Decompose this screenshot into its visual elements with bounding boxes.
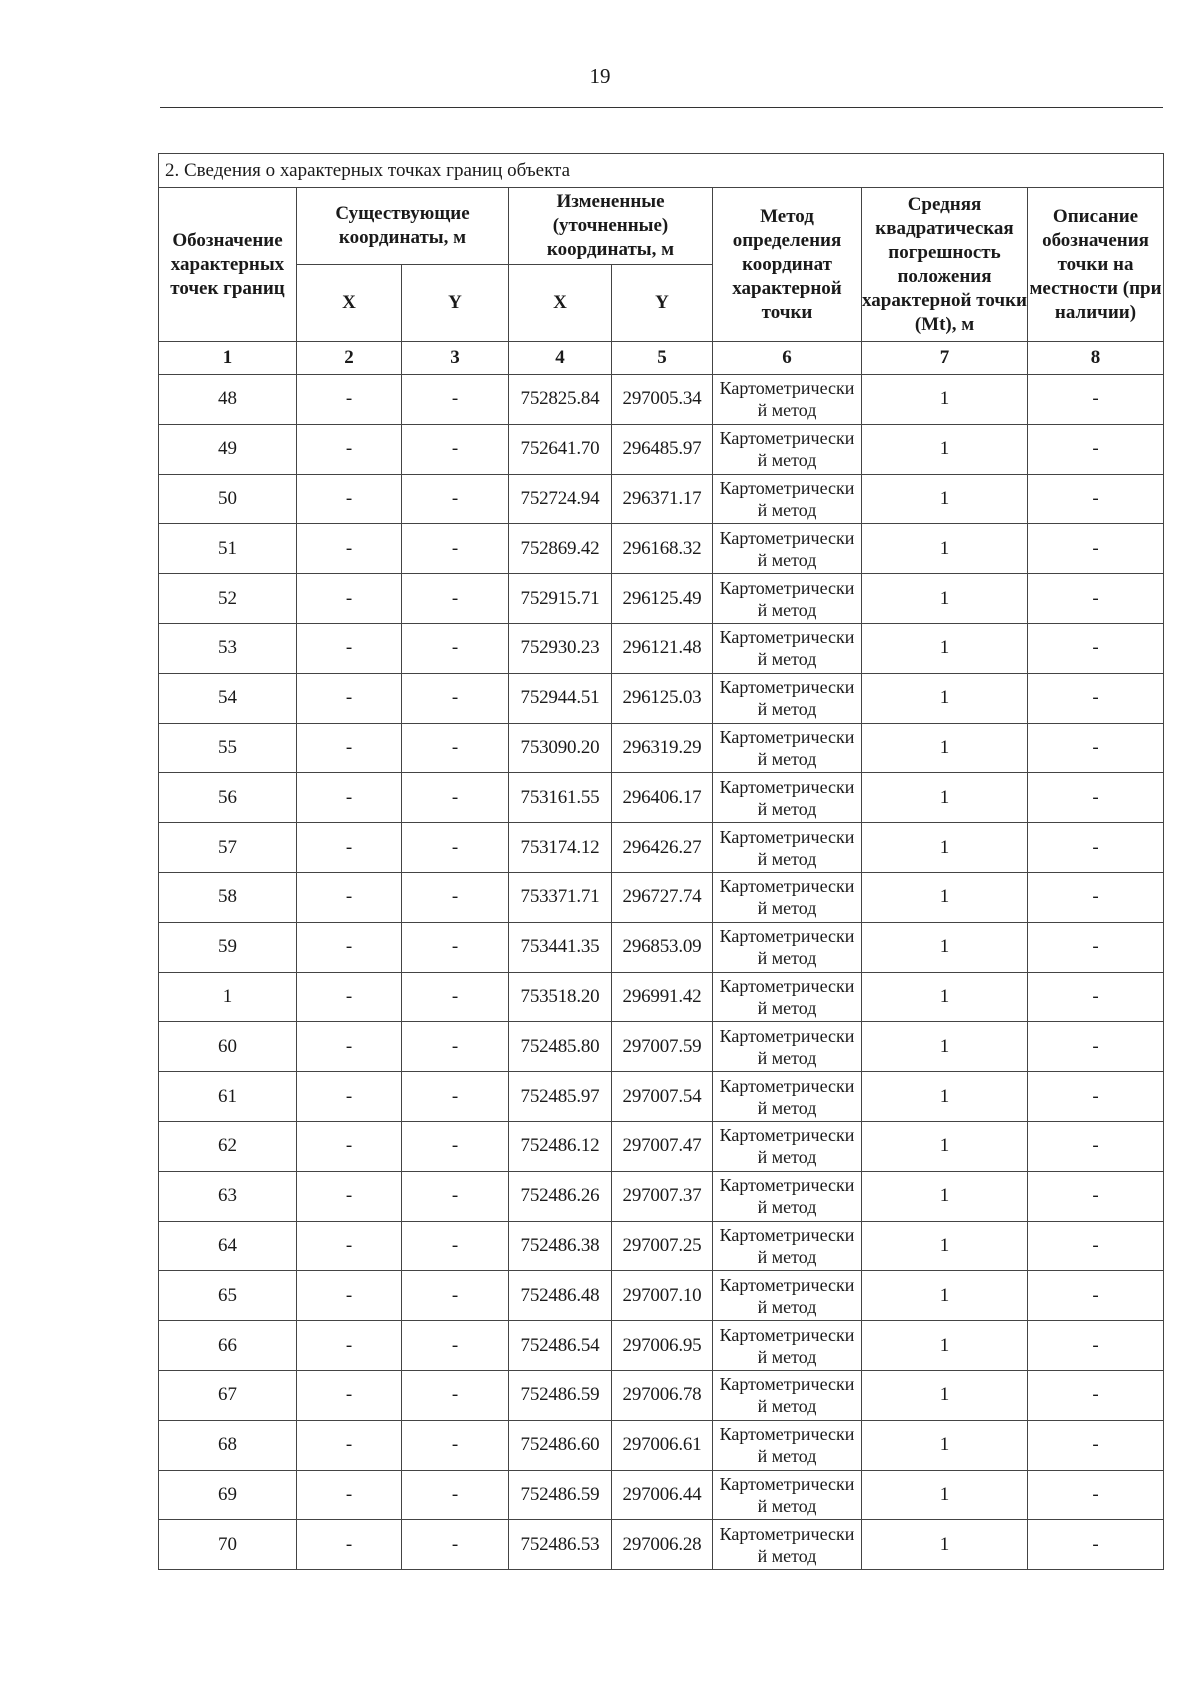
table-row <box>159 1171 1164 1221</box>
changed-y-cell: 296853.09 <box>612 922 713 972</box>
existing-y-cell: - <box>402 872 509 922</box>
table-row <box>159 1370 1164 1420</box>
description-cell: - <box>1028 623 1164 673</box>
method-cell: Картометрический метод <box>713 1470 862 1520</box>
changed-y-cell: 296168.32 <box>612 524 713 574</box>
description-cell: - <box>1028 1072 1164 1122</box>
header-changed-x: X <box>509 265 612 342</box>
existing-y-cell: - <box>402 1271 509 1321</box>
changed-x-cell: 752486.48 <box>509 1271 612 1321</box>
header-changed-coordinates: Измененные (уточненные) координаты, м <box>509 188 713 265</box>
description-cell: - <box>1028 1520 1164 1570</box>
description-cell: - <box>1028 1271 1164 1321</box>
changed-y-cell: 297006.78 <box>612 1370 713 1420</box>
existing-y-cell: - <box>402 723 509 773</box>
changed-y-cell: 297007.25 <box>612 1221 713 1271</box>
existing-x-cell: - <box>297 1171 402 1221</box>
existing-x-cell: - <box>297 723 402 773</box>
existing-x-cell: - <box>297 673 402 723</box>
error-cell: 1 <box>862 424 1028 474</box>
changed-y-cell: 297006.44 <box>612 1470 713 1520</box>
point-id-cell: 61 <box>159 1072 297 1122</box>
error-cell: 1 <box>862 972 1028 1022</box>
page-number: 19 <box>589 64 611 88</box>
existing-y-cell: - <box>402 623 509 673</box>
column-number: 5 <box>612 342 713 375</box>
column-number: 4 <box>509 342 612 375</box>
point-id-cell: 53 <box>159 623 297 673</box>
point-id-cell: 64 <box>159 1221 297 1271</box>
table-row <box>159 872 1164 922</box>
point-id-cell: 66 <box>159 1321 297 1371</box>
table-row <box>159 773 1164 823</box>
changed-x-cell: 753174.12 <box>509 823 612 873</box>
changed-y-cell: 296125.03 <box>612 673 713 723</box>
existing-x-cell: - <box>297 424 402 474</box>
changed-y-cell: 297006.95 <box>612 1321 713 1371</box>
changed-x-cell: 752641.70 <box>509 424 612 474</box>
header-changed-y: Y <box>612 265 713 342</box>
description-cell: - <box>1028 972 1164 1022</box>
existing-y-cell: - <box>402 1121 509 1171</box>
changed-x-cell: 752930.23 <box>509 623 612 673</box>
existing-y-cell: - <box>402 1520 509 1570</box>
changed-x-cell: 752486.53 <box>509 1520 612 1570</box>
point-id-cell: 70 <box>159 1520 297 1570</box>
changed-x-cell: 752485.97 <box>509 1072 612 1122</box>
method-cell: Картометрический метод <box>713 673 862 723</box>
column-number: 1 <box>159 342 297 375</box>
point-id-cell: 48 <box>159 375 297 425</box>
error-cell: 1 <box>862 922 1028 972</box>
method-cell: Картометрический метод <box>713 375 862 425</box>
existing-x-cell: - <box>297 1321 402 1371</box>
point-id-cell: 56 <box>159 773 297 823</box>
method-cell: Картометрический метод <box>713 424 862 474</box>
error-cell: 1 <box>862 623 1028 673</box>
error-cell: 1 <box>862 773 1028 823</box>
method-cell: Картометрический метод <box>713 922 862 972</box>
existing-y-cell: - <box>402 773 509 823</box>
column-number: 3 <box>402 342 509 375</box>
error-cell: 1 <box>862 1072 1028 1122</box>
point-id-cell: 63 <box>159 1171 297 1221</box>
error-cell: 1 <box>862 1470 1028 1520</box>
point-id-cell: 60 <box>159 1022 297 1072</box>
table-row <box>159 972 1164 1022</box>
table-row <box>159 1520 1164 1570</box>
error-cell: 1 <box>862 574 1028 624</box>
table-row <box>159 1470 1164 1520</box>
existing-x-cell: - <box>297 823 402 873</box>
changed-x-cell: 753441.35 <box>509 922 612 972</box>
existing-x-cell: - <box>297 1271 402 1321</box>
point-id-cell: 55 <box>159 723 297 773</box>
table-row <box>159 1271 1164 1321</box>
existing-y-cell: - <box>402 673 509 723</box>
changed-y-cell: 296485.97 <box>612 424 713 474</box>
existing-x-cell: - <box>297 1420 402 1470</box>
description-cell: - <box>1028 474 1164 524</box>
point-id-cell: 52 <box>159 574 297 624</box>
description-cell: - <box>1028 823 1164 873</box>
changed-x-cell: 753371.71 <box>509 872 612 922</box>
existing-x-cell: - <box>297 1470 402 1520</box>
changed-y-cell: 297007.10 <box>612 1271 713 1321</box>
description-cell: - <box>1028 723 1164 773</box>
changed-y-cell: 297006.28 <box>612 1520 713 1570</box>
changed-x-cell: 752486.26 <box>509 1171 612 1221</box>
method-cell: Картометрический метод <box>713 1271 862 1321</box>
header-designation: Обозначение характерных точек границ <box>159 188 297 342</box>
changed-x-cell: 752915.71 <box>509 574 612 624</box>
table-row <box>159 823 1164 873</box>
table-row <box>159 1022 1164 1072</box>
existing-y-cell: - <box>402 922 509 972</box>
point-id-cell: 50 <box>159 474 297 524</box>
table-row <box>159 1420 1164 1470</box>
description-cell: - <box>1028 673 1164 723</box>
method-cell: Картометрический метод <box>713 773 862 823</box>
description-cell: - <box>1028 1321 1164 1371</box>
point-id-cell: 68 <box>159 1420 297 1470</box>
description-cell: - <box>1028 773 1164 823</box>
changed-y-cell: 297007.54 <box>612 1072 713 1122</box>
changed-x-cell: 752486.59 <box>509 1470 612 1520</box>
method-cell: Картометрический метод <box>713 1370 862 1420</box>
table-row <box>159 623 1164 673</box>
existing-x-cell: - <box>297 1520 402 1570</box>
changed-x-cell: 753161.55 <box>509 773 612 823</box>
changed-y-cell: 297007.37 <box>612 1171 713 1221</box>
error-cell: 1 <box>862 524 1028 574</box>
column-number: 8 <box>1028 342 1164 375</box>
table-row <box>159 474 1164 524</box>
boundary-points-table <box>158 153 1164 1570</box>
existing-x-cell: - <box>297 375 402 425</box>
existing-x-cell: - <box>297 1072 402 1122</box>
changed-y-cell: 296727.74 <box>612 872 713 922</box>
description-cell: - <box>1028 1221 1164 1271</box>
existing-x-cell: - <box>297 1121 402 1171</box>
changed-x-cell: 752486.38 <box>509 1221 612 1271</box>
point-id-cell: 51 <box>159 524 297 574</box>
method-cell: Картометрический метод <box>713 723 862 773</box>
existing-x-cell: - <box>297 1022 402 1072</box>
existing-y-cell: - <box>402 1072 509 1122</box>
existing-y-cell: - <box>402 574 509 624</box>
changed-x-cell: 752486.54 <box>509 1321 612 1371</box>
table-row <box>159 1221 1164 1271</box>
method-cell: Картометрический метод <box>713 1121 862 1171</box>
error-cell: 1 <box>862 673 1028 723</box>
existing-y-cell: - <box>402 1420 509 1470</box>
existing-x-cell: - <box>297 972 402 1022</box>
table-body <box>159 375 1164 1570</box>
point-id-cell: 62 <box>159 1121 297 1171</box>
changed-x-cell: 752486.12 <box>509 1121 612 1171</box>
changed-y-cell: 296991.42 <box>612 972 713 1022</box>
changed-x-cell: 752486.60 <box>509 1420 612 1470</box>
point-id-cell: 54 <box>159 673 297 723</box>
changed-y-cell: 296319.29 <box>612 723 713 773</box>
point-id-cell: 65 <box>159 1271 297 1321</box>
existing-y-cell: - <box>402 1171 509 1221</box>
changed-y-cell: 297007.47 <box>612 1121 713 1171</box>
error-cell: 1 <box>862 723 1028 773</box>
column-number: 2 <box>297 342 402 375</box>
error-cell: 1 <box>862 1520 1028 1570</box>
header-method: Метод определения координат характерной точки <box>713 188 862 342</box>
existing-y-cell: - <box>402 1370 509 1420</box>
point-id-cell: 57 <box>159 823 297 873</box>
method-cell: Картометрический метод <box>713 872 862 922</box>
point-id-cell: 69 <box>159 1470 297 1520</box>
method-cell: Картометрический метод <box>713 1321 862 1371</box>
table-row <box>159 375 1164 425</box>
description-cell: - <box>1028 375 1164 425</box>
description-cell: - <box>1028 1370 1164 1420</box>
description-cell: - <box>1028 1022 1164 1072</box>
description-cell: - <box>1028 1470 1164 1520</box>
existing-x-cell: - <box>297 474 402 524</box>
table-row <box>159 1121 1164 1171</box>
changed-y-cell: 297005.34 <box>612 375 713 425</box>
table-row <box>159 1321 1164 1371</box>
existing-x-cell: - <box>297 574 402 624</box>
error-cell: 1 <box>862 1171 1028 1221</box>
existing-x-cell: - <box>297 1221 402 1271</box>
table-row <box>159 424 1164 474</box>
existing-y-cell: - <box>402 1022 509 1072</box>
changed-y-cell: 297006.61 <box>612 1420 713 1470</box>
changed-y-cell: 296426.27 <box>612 823 713 873</box>
existing-y-cell: - <box>402 972 509 1022</box>
header-existing-x: X <box>297 265 402 342</box>
point-id-cell: 58 <box>159 872 297 922</box>
method-cell: Картометрический метод <box>713 972 862 1022</box>
error-cell: 1 <box>862 1370 1028 1420</box>
description-cell: - <box>1028 574 1164 624</box>
point-id-cell: 59 <box>159 922 297 972</box>
column-number-row <box>159 342 1164 375</box>
table-row <box>159 673 1164 723</box>
changed-x-cell: 752486.59 <box>509 1370 612 1420</box>
existing-y-cell: - <box>402 823 509 873</box>
existing-y-cell: - <box>402 375 509 425</box>
error-cell: 1 <box>862 1022 1028 1072</box>
point-id-cell: 49 <box>159 424 297 474</box>
changed-y-cell: 297007.59 <box>612 1022 713 1072</box>
changed-x-cell: 752869.42 <box>509 524 612 574</box>
error-cell: 1 <box>862 474 1028 524</box>
method-cell: Картометрический метод <box>713 474 862 524</box>
error-cell: 1 <box>862 1221 1028 1271</box>
changed-x-cell: 752485.80 <box>509 1022 612 1072</box>
method-cell: Картометрический метод <box>713 1072 862 1122</box>
method-cell: Картометрический метод <box>713 1420 862 1470</box>
header-existing-coordinates: Существующие координаты, м <box>297 188 509 265</box>
header-description: Описание обозначения точки на местности (при наличии) <box>1028 188 1164 342</box>
existing-x-cell: - <box>297 1370 402 1420</box>
column-number: 7 <box>862 342 1028 375</box>
changed-y-cell: 296121.48 <box>612 623 713 673</box>
existing-y-cell: - <box>402 1321 509 1371</box>
description-cell: - <box>1028 922 1164 972</box>
method-cell: Картометрический метод <box>713 823 862 873</box>
point-id-cell: 1 <box>159 972 297 1022</box>
method-cell: Картометрический метод <box>713 1171 862 1221</box>
method-cell: Картометрический метод <box>713 1221 862 1271</box>
table-row <box>159 922 1164 972</box>
existing-y-cell: - <box>402 524 509 574</box>
point-id-cell: 67 <box>159 1370 297 1420</box>
table-row <box>159 574 1164 624</box>
method-cell: Картометрический метод <box>713 574 862 624</box>
changed-x-cell: 753518.20 <box>509 972 612 1022</box>
table-row <box>159 524 1164 574</box>
table-row <box>159 723 1164 773</box>
description-cell: - <box>1028 1121 1164 1171</box>
changed-x-cell: 752724.94 <box>509 474 612 524</box>
existing-x-cell: - <box>297 524 402 574</box>
existing-y-cell: - <box>402 474 509 524</box>
description-cell: - <box>1028 524 1164 574</box>
header-error: Средняя квадратическая погрешность положения характерной точки (Mt), м <box>862 188 1028 342</box>
error-cell: 1 <box>862 1420 1028 1470</box>
changed-x-cell: 752944.51 <box>509 673 612 723</box>
error-cell: 1 <box>862 872 1028 922</box>
error-cell: 1 <box>862 823 1028 873</box>
error-cell: 1 <box>862 1321 1028 1371</box>
header-existing-y: Y <box>402 265 509 342</box>
description-cell: - <box>1028 424 1164 474</box>
section-title: 2. Сведения о характерных точках границ объекта <box>159 154 1164 188</box>
existing-x-cell: - <box>297 773 402 823</box>
error-cell: 1 <box>862 1121 1028 1171</box>
description-cell: - <box>1028 1420 1164 1470</box>
changed-x-cell: 753090.20 <box>509 723 612 773</box>
header-rule <box>160 107 1163 108</box>
changed-y-cell: 296371.17 <box>612 474 713 524</box>
existing-x-cell: - <box>297 872 402 922</box>
column-number: 6 <box>713 342 862 375</box>
method-cell: Картометрический метод <box>713 1022 862 1072</box>
table-row <box>159 1072 1164 1122</box>
method-cell: Картометрический метод <box>713 1520 862 1570</box>
error-cell: 1 <box>862 375 1028 425</box>
description-cell: - <box>1028 1171 1164 1221</box>
method-cell: Картометрический метод <box>713 524 862 574</box>
changed-y-cell: 296406.17 <box>612 773 713 823</box>
existing-y-cell: - <box>402 1221 509 1271</box>
method-cell: Картометрический метод <box>713 623 862 673</box>
description-cell: - <box>1028 872 1164 922</box>
existing-y-cell: - <box>402 424 509 474</box>
existing-x-cell: - <box>297 623 402 673</box>
error-cell: 1 <box>862 1271 1028 1321</box>
changed-y-cell: 296125.49 <box>612 574 713 624</box>
existing-y-cell: - <box>402 1470 509 1520</box>
changed-x-cell: 752825.84 <box>509 375 612 425</box>
existing-x-cell: - <box>297 922 402 972</box>
